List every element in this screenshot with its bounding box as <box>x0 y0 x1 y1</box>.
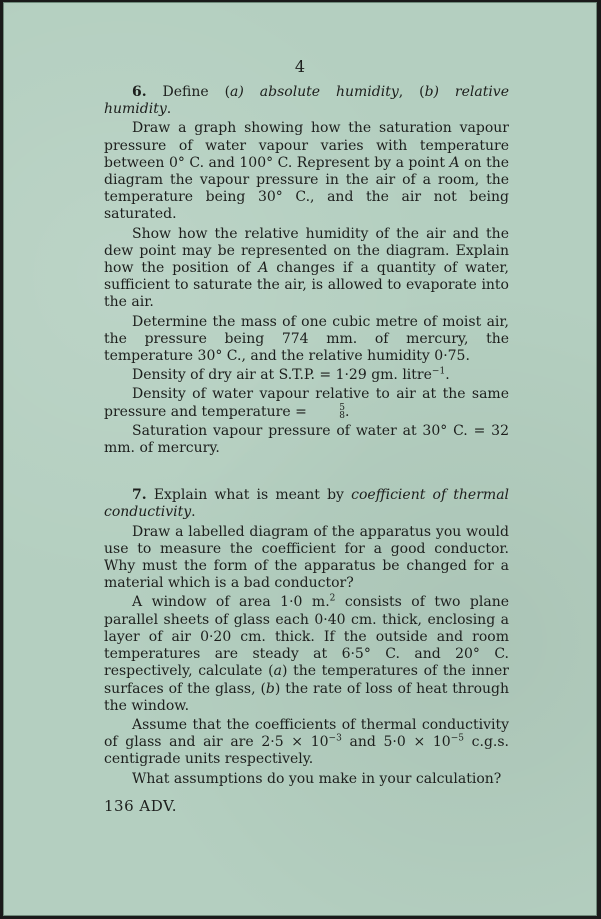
question-6 <box>104 84 509 457</box>
text: b <box>265 680 275 697</box>
text: consists of two plane parallel sheets of glass each 0·40 cm. thick, enclosing a layer of air 0·20 cm. thick. If the outside and room temperatures are steady at 6·5° C. and 20° C. respectively, calculate ( <box>104 594 510 680</box>
q6-number: 6. <box>132 84 147 100</box>
text: Define ( <box>162 84 231 100</box>
text: , ( <box>398 84 425 100</box>
fraction <box>311 404 345 420</box>
q6-paragraph-6 <box>104 386 509 420</box>
q6-paragraph-7: Saturation vapour pressure of water at 30° C. = 32 mm. of mercury. <box>104 422 509 457</box>
text: on the diagram the vapour pressure in the air of a room, the temperature being 30° C., and the air not being saturated. <box>104 154 509 223</box>
q7-paragraph-3 <box>104 594 509 714</box>
text: changes if a quantity of water, sufficient to saturate the air, is allowed to evaporate into the air. <box>104 260 510 311</box>
text: Density of water vapour relative to air at the same pressure and temperature = <box>104 386 509 420</box>
q6-paragraph-4: Determine the mass of one cubic metre of moist air, the pressure being 774 mm. of mercury, the temperature 30° C., and the relative humidity 0·75. <box>104 313 509 365</box>
q7-paragraph-5: What assumptions do you make in your calculation? <box>132 770 502 787</box>
q6-paragraph-5 <box>104 367 509 384</box>
q7-paragraph-1 <box>104 487 509 521</box>
q6-paragraph-3 <box>104 226 509 312</box>
question-7 <box>104 487 509 787</box>
text: A <box>449 154 460 171</box>
text: . <box>345 403 350 420</box>
text: 2 <box>329 593 336 604</box>
text: Draw a graph showing how the saturation vapour pressure of water vapour varies with temperature between 0° C. and 100° C. Represent by a point <box>104 120 509 171</box>
text: −3 <box>328 733 342 744</box>
text: . <box>191 504 196 521</box>
text: c.g.s. centigrade units respectively. <box>104 734 509 768</box>
q7-paragraph-4 <box>104 717 509 769</box>
text: . <box>445 367 450 384</box>
text: ) the rate of loss of heat through the window. <box>104 680 509 714</box>
q6-paragraph-2 <box>104 120 509 223</box>
footer-code: 136 ADV. <box>104 797 177 815</box>
text: Density of dry air at S.T.P. = 1·29 gm. litre <box>132 367 432 384</box>
text: b <box>424 84 434 100</box>
text: Explain what is meant by <box>153 487 352 504</box>
text: Show how the relative humidity of the air and the dew point may be represented on the diagram. Explain how the position of <box>104 225 509 277</box>
text: A <box>258 260 269 277</box>
q7-paragraph-2: Draw a labelled diagram of the apparatus you would use to measure the coefficient for a good conductor. Why must the form of the apparatus be changed for a material which is a bad conductor? <box>104 523 509 592</box>
page-number: 4 <box>294 57 306 76</box>
text: Assume that the coefficients of thermal conductivity of glass and air are 2·5 × 10 <box>104 716 509 751</box>
exam-page <box>3 2 597 916</box>
text: 8 <box>339 410 345 421</box>
text: ) relative humidity <box>104 84 510 118</box>
text: ) the temperatures of the inner surfaces of the glass, ( <box>104 663 509 697</box>
text: −1 <box>431 366 446 377</box>
text: coefficient of thermal conductivity <box>104 487 510 521</box>
q6-paragraph-1 <box>104 84 509 118</box>
text: A window of area 1·0 m. <box>132 594 330 611</box>
text: . <box>166 101 172 118</box>
text: ) absolute humidity <box>238 84 399 100</box>
q7-number: 7. <box>132 487 147 504</box>
text: a <box>273 663 282 680</box>
text: a <box>230 84 239 100</box>
text: 5 <box>339 402 345 413</box>
text: −5 <box>450 733 464 744</box>
page-content <box>104 84 509 788</box>
text: and 5·0 × 10 <box>341 734 451 751</box>
